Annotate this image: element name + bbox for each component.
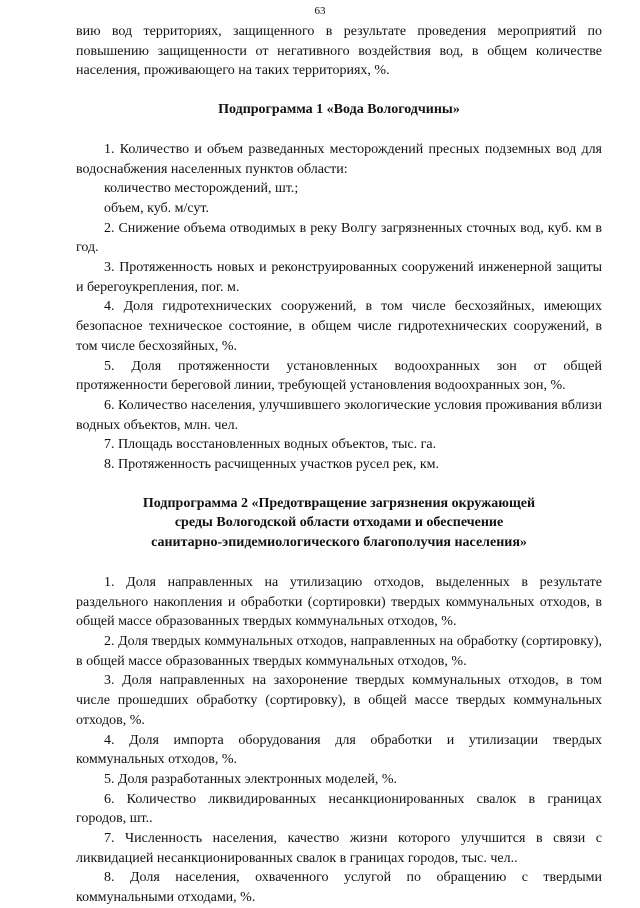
list-item: 4. Доля импорта оборудования для обработки и утилизации твердых коммунальных отходов, %. <box>76 732 602 768</box>
list-item: 3. Протяженность новых и реконструированных сооружений инженерной защиты и берегоукрепления, пог. м. <box>76 260 602 295</box>
list-subitem: количество месторождений, шт.; <box>104 181 299 197</box>
intro-paragraph: вию вод территориях, защищенного в результате проведения мероприятий по повышению защищенности от негативного воздействия вод, в общем количестве населения, проживающего на таких территориях, %. <box>76 24 602 79</box>
list-subitem: объем, куб. м/сут. <box>104 200 209 216</box>
list-item: 2. Снижение объема отводимых в реку Волгу загрязненных сточных вод, куб. км в год. <box>76 220 602 256</box>
subprogram1-title: Подпрограмма 1 «Вода Вологодчины» <box>218 102 460 118</box>
subprogram2-title-line: среды Вологодской области отходами и обеспечение <box>174 515 504 531</box>
subprogram2-list <box>76 573 602 908</box>
page-content <box>76 22 602 908</box>
subprogram1-heading <box>76 100 602 120</box>
page-number: 63 <box>314 5 326 17</box>
subprogram2-heading <box>76 494 602 553</box>
list-item: 5. Доля разработанных электронных моделей, %. <box>104 771 397 787</box>
list-item: 4. Доля гидротехнических сооружений, в том числе бесхозяйных, имеющих безопасное техническое состояние, в общем числе гидротехнических сооружений, в том числе бесхозяйных, %. <box>76 299 602 354</box>
subprogram1-list <box>76 140 602 475</box>
list-item: 8. Протяженность расчищенных участков русел рек, км. <box>104 457 439 473</box>
subprogram2-title-line: санитарно-эпидемиологического благополучия населения» <box>151 535 527 551</box>
list-item: 7. Площадь восстановленных водных объектов, тыс. га. <box>104 437 437 453</box>
list-item: 2. Доля твердых коммунальных отходов, направленных на обработку (сортировку), в общей массе образованных твердых коммунальных отходов, %. <box>76 633 602 669</box>
list-item: 7. Численность населения, качество жизни которого улучшится в связи с ликвидацией несанкционированных свалок в границах городов, тыс. чел.. <box>76 831 602 866</box>
subprogram2-title-line: Подпрограмма 2 «Предотвращение загрязнения окружающей <box>142 495 536 511</box>
list-item: 5. Доля протяженности установленных водоохранных зон от общей протяженности береговой линии, требующей установления водоохранных зон, %. <box>76 358 602 394</box>
list-item: 1. Доля направленных на утилизацию отходов, выделенных в результате раздельного накопления и обработки (сортировки) твердых коммунальных отходов, в общей массе образованных твердых коммунальных отходов, %. <box>76 574 602 630</box>
list-item: 1. Количество и объем разведанных месторождений пресных подземных вод для водоснабжения населенных пунктов области: <box>76 141 602 177</box>
list-item: 8. Доля населения, охваченного услугой по обращению с твердыми коммунальными отходами, %. <box>76 870 602 906</box>
list-item: 3. Доля направленных на захоронение твердых коммунальных отходов, в том числе прошедших обработку (сортировку), в общей массе твердых коммунальных отходов, %. <box>76 673 602 728</box>
list-item: 6. Количество ликвидированных несанкционированных свалок в границах городов, шт.. <box>76 791 602 827</box>
list-item: 6. Количество населения, улучшившего экологические условия проживания вблизи водных объектов, млн. чел. <box>76 397 602 433</box>
